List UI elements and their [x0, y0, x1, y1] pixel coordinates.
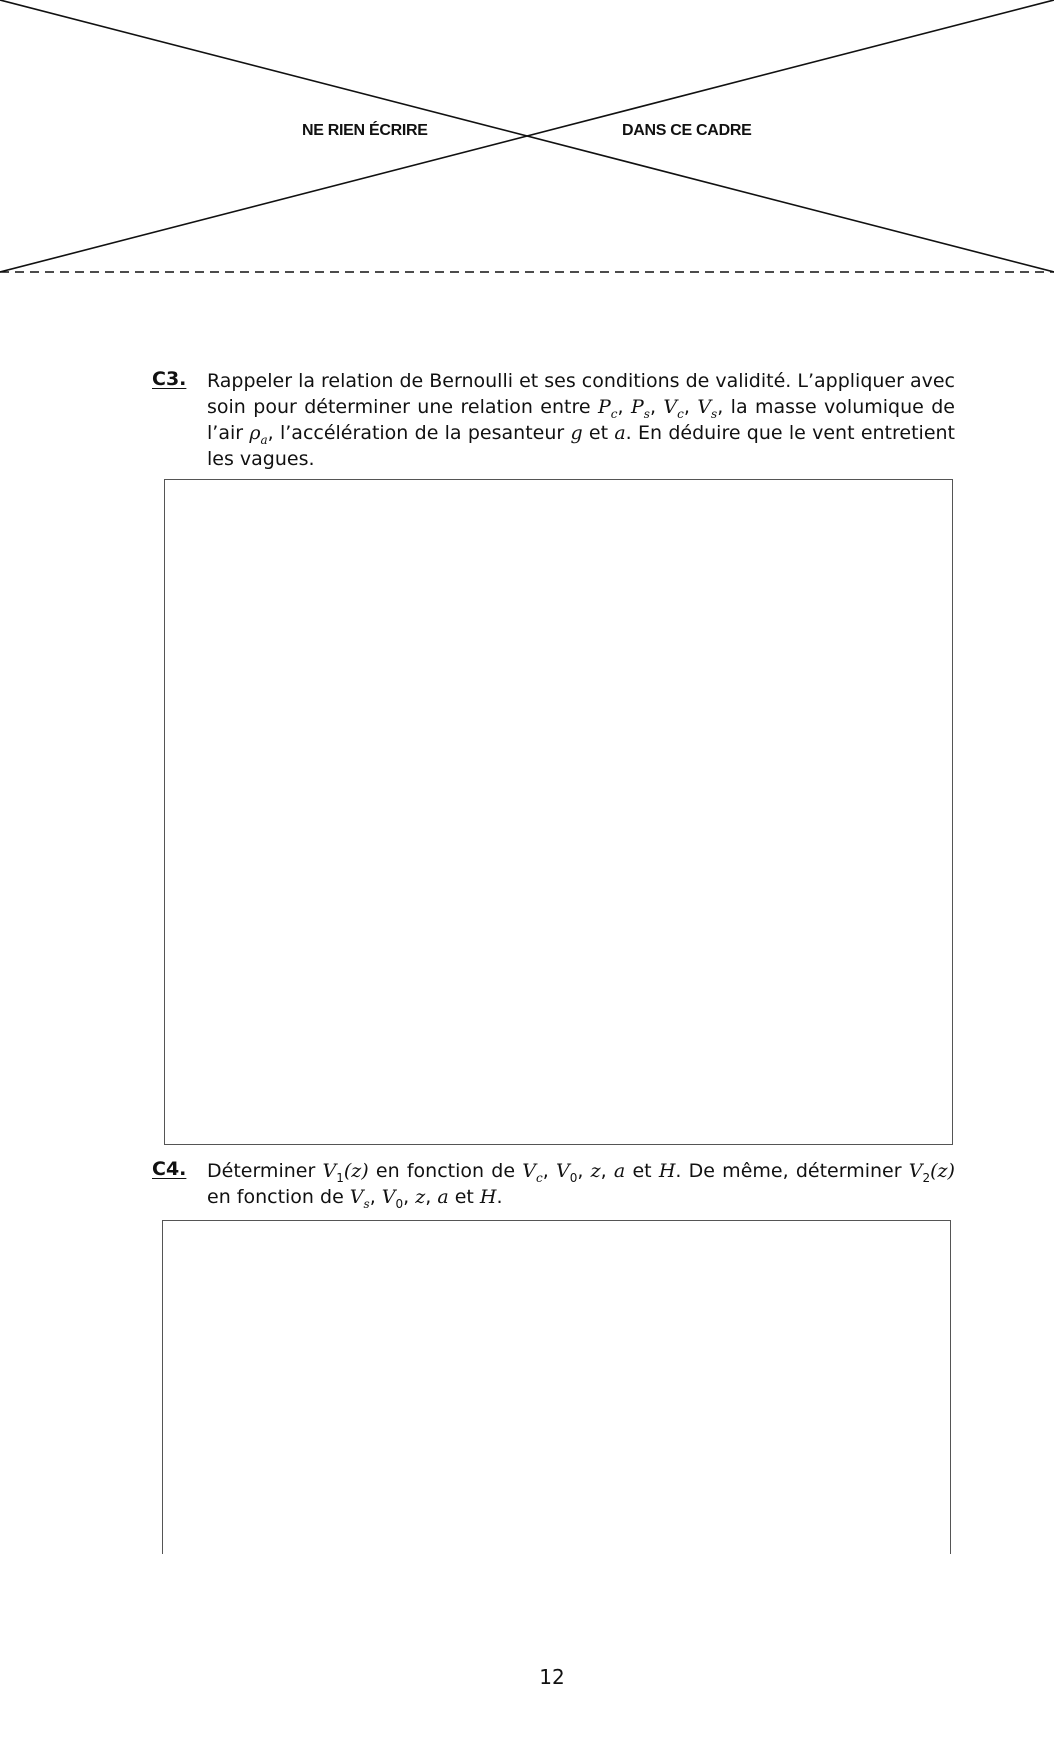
answer-box-c4[interactable]: [162, 1220, 951, 1554]
question-text-c4: Déterminer $V_1(z)$ en fonction de $V_c$, $V_0$, z, a et H. De même, déterminer $V_2(z)$ en fonction de $V_s$, $V_0$, z, a et H.: [207, 1160, 955, 1211]
no-write-zone-frame: [0, 0, 1054, 280]
no-write-label-left: NE RIEN ÉCRIRE: [302, 122, 428, 139]
question-label-c3: C3.: [152, 368, 187, 390]
question-text-c3: Rappeler la relation de Bernoulli et ses conditions de validité. L’appliquer avec soin pour déterminer une relation entre $P_c$, $P_s$, $V_c$, $V_s$, la masse volumique de l’air $\rho_a$, l’accélération de la pesanteur g et a. En déduire que le vent entretient les vagues.: [207, 370, 956, 470]
no-write-label-right: DANS CE CADRE: [622, 122, 752, 139]
answer-box-c3[interactable]: [164, 479, 953, 1145]
page-number: 12: [539, 1665, 565, 1689]
question-label-c4: C4.: [152, 1158, 187, 1180]
